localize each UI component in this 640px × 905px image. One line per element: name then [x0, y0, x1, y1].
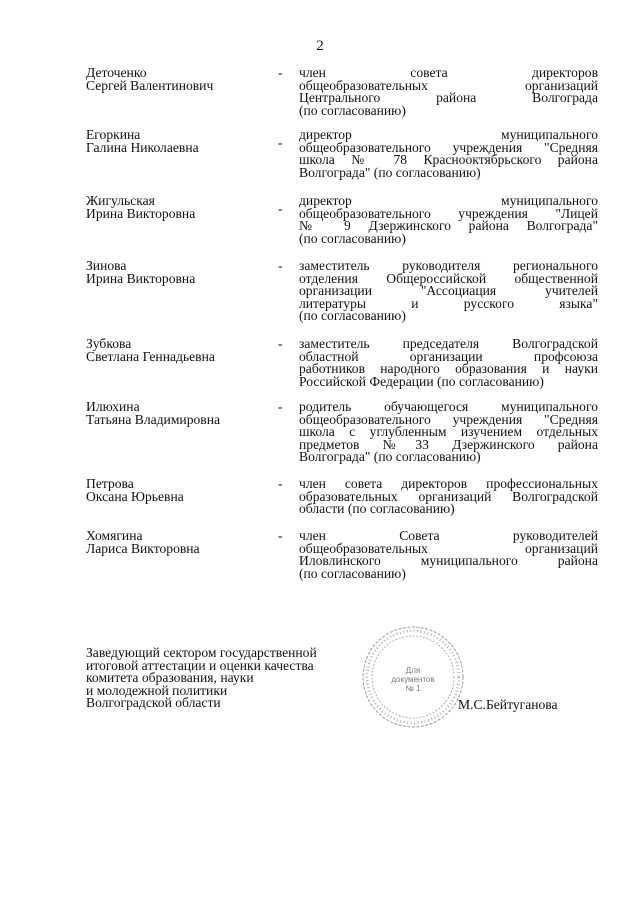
- stamp-text: Для: [405, 666, 421, 675]
- role-line: (по согласованию): [299, 102, 406, 118]
- role-line: общеобразовательных организаций: [299, 540, 598, 556]
- signature-line: и молодежной политики: [86, 682, 228, 698]
- member-role: [299, 195, 598, 245]
- role-line: Волгограда" (по согласованию): [299, 449, 481, 465]
- role-line: общеобразовательного учреждения "Средняя: [299, 139, 598, 155]
- member-given-name: Татьяна Владимировна: [86, 411, 221, 427]
- member-name: [86, 338, 276, 363]
- member-surname: Жигульская: [86, 193, 155, 208]
- role-line: областной организации профсоюза: [299, 348, 598, 364]
- role-line: член совета директоров: [299, 65, 598, 80]
- member-name: [86, 530, 276, 555]
- member-given-name: Оксана Юрьевна: [86, 488, 184, 504]
- member-surname: Хомягина: [86, 528, 143, 543]
- member-dash: -: [278, 476, 283, 491]
- member-given-name: Лариса Викторовна: [86, 540, 200, 556]
- role-line: общеобразовательного учреждения "Средняя: [299, 411, 598, 427]
- stamp-text: № 1: [405, 684, 421, 693]
- member-name: [86, 67, 276, 92]
- signature-line: Волгоградской области: [86, 695, 221, 711]
- role-line: отделения Общероссийской общественной: [299, 270, 598, 286]
- signer-name: М.С.Бейтуганова: [458, 697, 558, 712]
- role-line: общеобразовательного учреждения "Лицей: [299, 205, 598, 221]
- member-name: [86, 401, 276, 426]
- member-given-name: Ирина Викторовна: [86, 205, 196, 221]
- member-dash: -: [278, 135, 283, 150]
- member-given-name: Галина Николаевна: [86, 139, 199, 155]
- signature-line: комитета образования, науки: [86, 670, 254, 686]
- role-line: работников народного образования и науки: [299, 361, 598, 377]
- member-dash: -: [278, 528, 283, 543]
- role-line: области (по согласованию): [299, 501, 455, 517]
- role-line: № 9 Дзержинского района Волгограда": [299, 218, 598, 234]
- role-line: школа с углубленным изучением отдельных: [299, 424, 598, 440]
- member-given-name: Сергей Валентинович: [86, 77, 214, 93]
- role-line: заместитель председателя Волгоградской: [299, 336, 598, 351]
- member-surname: Деточенко: [86, 65, 147, 80]
- role-line: общеобразовательных организаций: [299, 77, 598, 93]
- role-line: директор муниципального: [299, 127, 598, 142]
- role-line: родитель обучающегося муниципального: [299, 399, 598, 414]
- member-role: [299, 129, 598, 179]
- role-line: Волгограда" (по согласованию): [299, 164, 481, 180]
- member-role: [299, 478, 598, 516]
- member-surname: Зубкова: [86, 336, 132, 351]
- member-role: [299, 338, 598, 388]
- member-role: [299, 260, 598, 323]
- role-line: Центрального района Волгограда: [299, 90, 598, 106]
- page-number: 2: [316, 38, 324, 54]
- role-line: школа № 78 Краснооктябрьского района: [299, 152, 598, 168]
- member-surname: Илюхина: [86, 399, 140, 414]
- member-dash: -: [278, 65, 283, 80]
- stamp: [358, 622, 468, 732]
- member-name: [86, 478, 276, 503]
- member-dash: -: [278, 201, 283, 216]
- member-role: [299, 67, 598, 117]
- signature-line: итоговой аттестации и оценки качества: [86, 657, 314, 673]
- member-name: [86, 260, 276, 285]
- role-line: член Совета руководителей: [299, 528, 598, 543]
- member-role: [299, 530, 598, 580]
- member-surname: Зинова: [86, 258, 127, 273]
- signature-position: [86, 647, 317, 710]
- member-surname: Петрова: [86, 476, 134, 491]
- role-line: заместитель руководителя регионального: [299, 258, 598, 273]
- role-line: член совета директоров профессиональных: [299, 476, 598, 491]
- role-line: директор муниципального: [299, 193, 598, 208]
- role-line: образовательных организаций Волгоградской: [299, 488, 598, 504]
- member-name: [86, 195, 276, 220]
- role-line: Российской Федерации (по согласованию): [299, 373, 544, 389]
- role-line: литературы и русского языка": [299, 295, 598, 311]
- role-line: организации "Ассоциация учителей: [299, 283, 598, 299]
- role-line: (по согласованию): [299, 565, 406, 581]
- member-given-name: Ирина Викторовна: [86, 270, 196, 286]
- member-surname: Егоркина: [86, 127, 141, 142]
- role-line: Иловлинского муниципального района: [299, 553, 598, 569]
- member-dash: -: [278, 399, 283, 414]
- role-line: (по согласованию): [299, 230, 406, 246]
- member-role: [299, 401, 598, 464]
- role-line: (по согласованию): [299, 308, 406, 324]
- role-line: предметов №33 Дзержинского района: [299, 436, 598, 452]
- member-dash: -: [278, 258, 283, 273]
- member-name: [86, 129, 276, 154]
- signature-line: Заведующий сектором государственной: [86, 645, 317, 660]
- member-dash: -: [278, 336, 283, 351]
- stamp-text: документов: [391, 675, 435, 684]
- member-given-name: Светлана Геннадьевна: [86, 348, 215, 364]
